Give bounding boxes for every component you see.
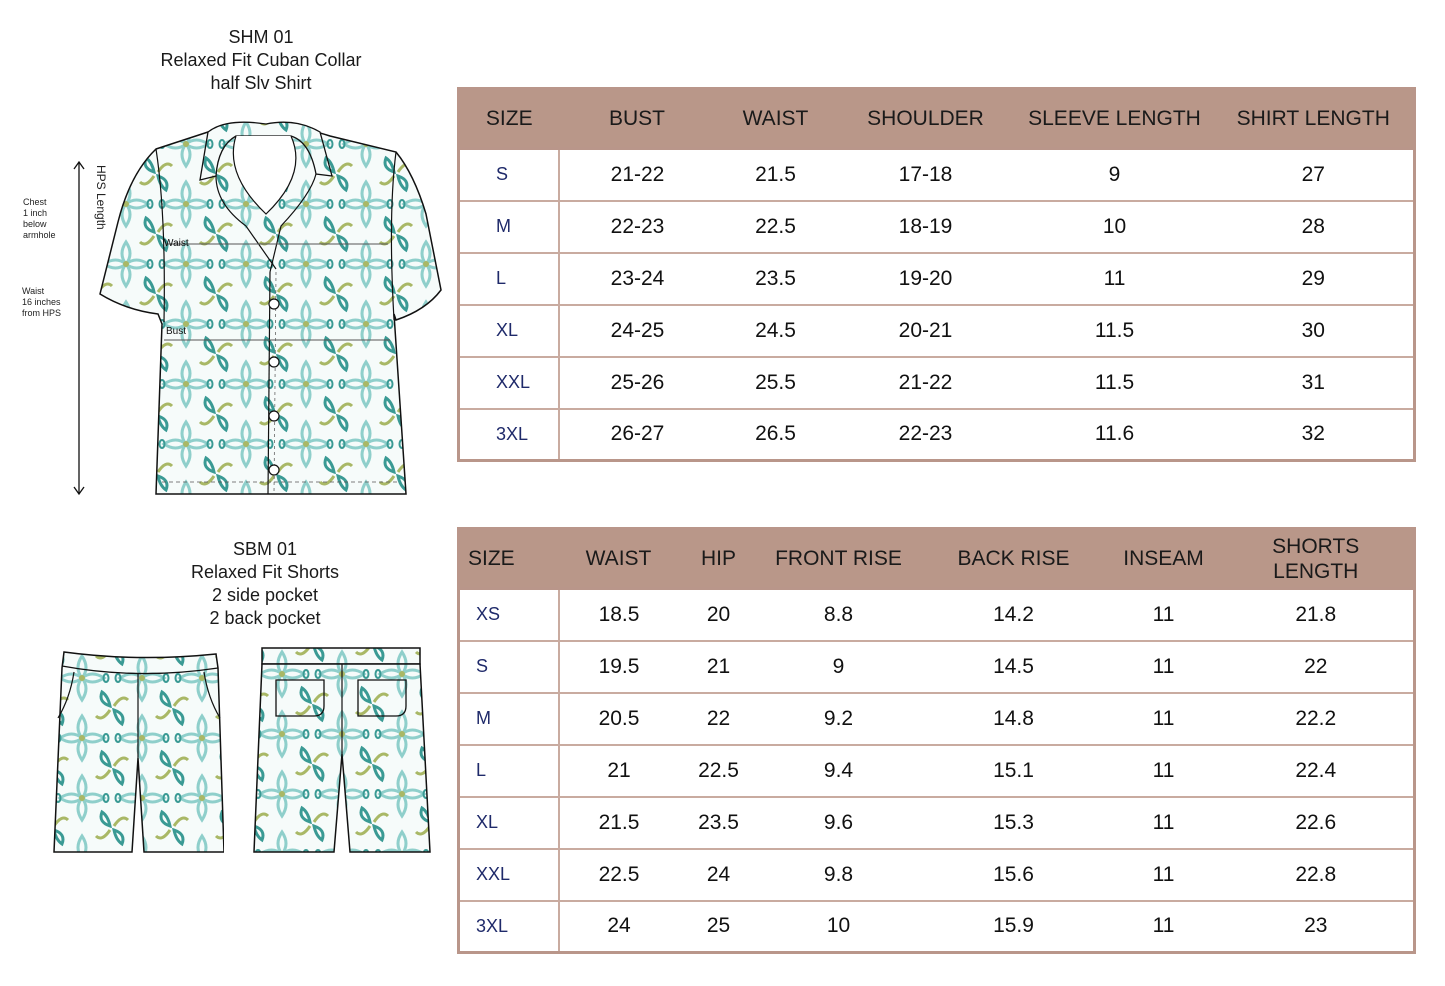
shorts-length-value: 22.4 (1219, 745, 1415, 797)
shorts-size-table (457, 527, 1416, 954)
waist-value: 21.5 (716, 149, 836, 201)
note-line: 16 inches (22, 297, 61, 307)
column-header: FRONT RISE (759, 529, 919, 589)
waist-value: 25.5 (716, 357, 836, 409)
note-line: Waist (22, 286, 45, 296)
size-label: M (459, 201, 559, 253)
front-rise-value: 10 (759, 901, 919, 953)
waist-value: 20.5 (559, 693, 679, 745)
shorts-length-value: 22.2 (1219, 693, 1415, 745)
sleeve-length-value: 11.5 (1016, 305, 1214, 357)
shirt-illustration (96, 114, 446, 498)
shorts-length-value: 23 (1219, 901, 1415, 953)
inseam-value: 11 (1109, 797, 1219, 849)
shoulder-value: 22-23 (836, 409, 1016, 461)
table-row (459, 693, 1415, 745)
hip-value: 23.5 (679, 797, 759, 849)
bust-value: 25-26 (559, 357, 716, 409)
bust-mark-label: Bust (166, 326, 187, 337)
column-header: SLEEVE LENGTH (1016, 89, 1214, 149)
table-header-row (459, 89, 1415, 149)
table-row (459, 641, 1415, 693)
sleeve-length-value: 11 (1016, 253, 1214, 305)
shirt-length-value: 31 (1214, 357, 1415, 409)
shirt-length-value: 32 (1214, 409, 1415, 461)
shorts-length-value: 22 (1219, 641, 1415, 693)
column-header: SHOULDER (836, 89, 1016, 149)
shorts-front-illustration (52, 648, 224, 856)
inseam-value: 11 (1109, 745, 1219, 797)
note-line: armhole (23, 230, 56, 240)
hip-value: 25 (679, 901, 759, 953)
table-row (459, 409, 1415, 461)
bust-value: 26-27 (559, 409, 716, 461)
table-row (459, 797, 1415, 849)
note-line: 1 inch (23, 208, 48, 218)
front-rise-value: 9.8 (759, 849, 919, 901)
table-row (459, 849, 1415, 901)
table-row (459, 357, 1415, 409)
waist-value: 22.5 (716, 201, 836, 253)
shirt-length-value: 29 (1214, 253, 1415, 305)
front-rise-value: 9.4 (759, 745, 919, 797)
shoulder-value: 17-18 (836, 149, 1016, 201)
waist-mark-label: Waist (164, 238, 189, 249)
hps-length-label: HPS Length (94, 165, 108, 230)
size-label: 3XL (459, 901, 559, 953)
back-rise-value: 15.1 (919, 745, 1109, 797)
table-row (459, 149, 1415, 201)
shirt-title (146, 26, 376, 95)
size-label: S (459, 149, 559, 201)
inseam-value: 11 (1109, 849, 1219, 901)
waist-value: 24.5 (716, 305, 836, 357)
bust-value: 24-25 (559, 305, 716, 357)
back-rise-value: 14.2 (919, 589, 1109, 641)
size-label: S (459, 641, 559, 693)
shoulder-value: 21-22 (836, 357, 1016, 409)
shorts-length-value: 22.6 (1219, 797, 1415, 849)
shorts-style-code: SBM 01 (232, 539, 298, 559)
shirt-style-code: SHM 01 (228, 27, 294, 47)
sleeve-length-value: 10 (1016, 201, 1214, 253)
column-header: INSEAM (1109, 529, 1219, 589)
back-rise-value: 15.9 (919, 901, 1109, 953)
sleeve-length-value: 9 (1016, 149, 1214, 201)
waist-value: 18.5 (559, 589, 679, 641)
column-header: SIZE (459, 529, 559, 589)
table-row (459, 201, 1415, 253)
column-header: HIP (679, 529, 759, 589)
hip-value: 24 (679, 849, 759, 901)
shorts-style-detail: 2 back pocket (209, 608, 321, 628)
inseam-value: 11 (1109, 589, 1219, 641)
note-line: from HPS (22, 308, 62, 318)
waist-measure-note (22, 286, 61, 319)
shorts-style-name: Relaxed Fit Shorts (190, 562, 340, 582)
back-rise-value: 15.6 (919, 849, 1109, 901)
bust-value: 23-24 (559, 253, 716, 305)
inseam-value: 11 (1109, 901, 1219, 953)
shorts-back-illustration (252, 644, 432, 856)
waist-value: 21.5 (559, 797, 679, 849)
table-row (459, 745, 1415, 797)
shirt-length-value: 27 (1214, 149, 1415, 201)
column-header: WAIST (716, 89, 836, 149)
table-row (459, 305, 1415, 357)
size-label: XL (459, 305, 559, 357)
table-row (459, 901, 1415, 953)
size-label: L (459, 253, 559, 305)
size-label: XL (459, 797, 559, 849)
double-arrow-icon (73, 160, 85, 496)
table-header-row (459, 529, 1415, 589)
shirt-style-detail: half Slv Shirt (210, 73, 312, 93)
inseam-value: 11 (1109, 641, 1219, 693)
hip-value: 20 (679, 589, 759, 641)
hip-value: 22.5 (679, 745, 759, 797)
waist-value: 24 (559, 901, 679, 953)
column-header: SIZE (459, 89, 559, 149)
sleeve-length-value: 11.6 (1016, 409, 1214, 461)
front-rise-value: 8.8 (759, 589, 919, 641)
chest-measure-note (23, 197, 56, 241)
bust-value: 22-23 (559, 201, 716, 253)
note-line: below (23, 219, 47, 229)
size-label: XS (459, 589, 559, 641)
shirt-length-value: 28 (1214, 201, 1415, 253)
shorts-length-value: 21.8 (1219, 589, 1415, 641)
front-rise-value: 9.6 (759, 797, 919, 849)
waist-value: 22.5 (559, 849, 679, 901)
shorts-title (160, 538, 370, 630)
table-row (459, 253, 1415, 305)
shorts-style-detail: 2 side pocket (211, 585, 319, 605)
back-rise-value: 14.5 (919, 641, 1109, 693)
note-line: Chest (23, 197, 47, 207)
sleeve-length-value: 11.5 (1016, 357, 1214, 409)
waist-value: 19.5 (559, 641, 679, 693)
table-row (459, 589, 1415, 641)
column-header: WAIST (559, 529, 679, 589)
column-header: BACK RISE (919, 529, 1109, 589)
inseam-value: 11 (1109, 693, 1219, 745)
shoulder-value: 19-20 (836, 253, 1016, 305)
column-header: BUST (559, 89, 716, 149)
front-rise-value: 9.2 (759, 693, 919, 745)
shoulder-value: 18-19 (836, 201, 1016, 253)
size-label: 3XL (459, 409, 559, 461)
hip-value: 22 (679, 693, 759, 745)
back-rise-value: 14.8 (919, 693, 1109, 745)
size-label: XXL (459, 357, 559, 409)
back-rise-value: 15.3 (919, 797, 1109, 849)
waist-value: 23.5 (716, 253, 836, 305)
hip-value: 21 (679, 641, 759, 693)
size-label: XXL (459, 849, 559, 901)
column-header: SHIRT LENGTH (1214, 89, 1415, 149)
size-label: M (459, 693, 559, 745)
shirt-length-value: 30 (1214, 305, 1415, 357)
shorts-length-value: 22.8 (1219, 849, 1415, 901)
column-header: SHORTS LENGTH (1219, 529, 1415, 589)
bust-value: 21-22 (559, 149, 716, 201)
shoulder-value: 20-21 (836, 305, 1016, 357)
shirt-size-table (457, 87, 1416, 462)
waist-value: 21 (559, 745, 679, 797)
shirt-style-name: Relaxed Fit Cuban Collar (160, 50, 362, 70)
size-label: L (459, 745, 559, 797)
waist-value: 26.5 (716, 409, 836, 461)
front-rise-value: 9 (759, 641, 919, 693)
